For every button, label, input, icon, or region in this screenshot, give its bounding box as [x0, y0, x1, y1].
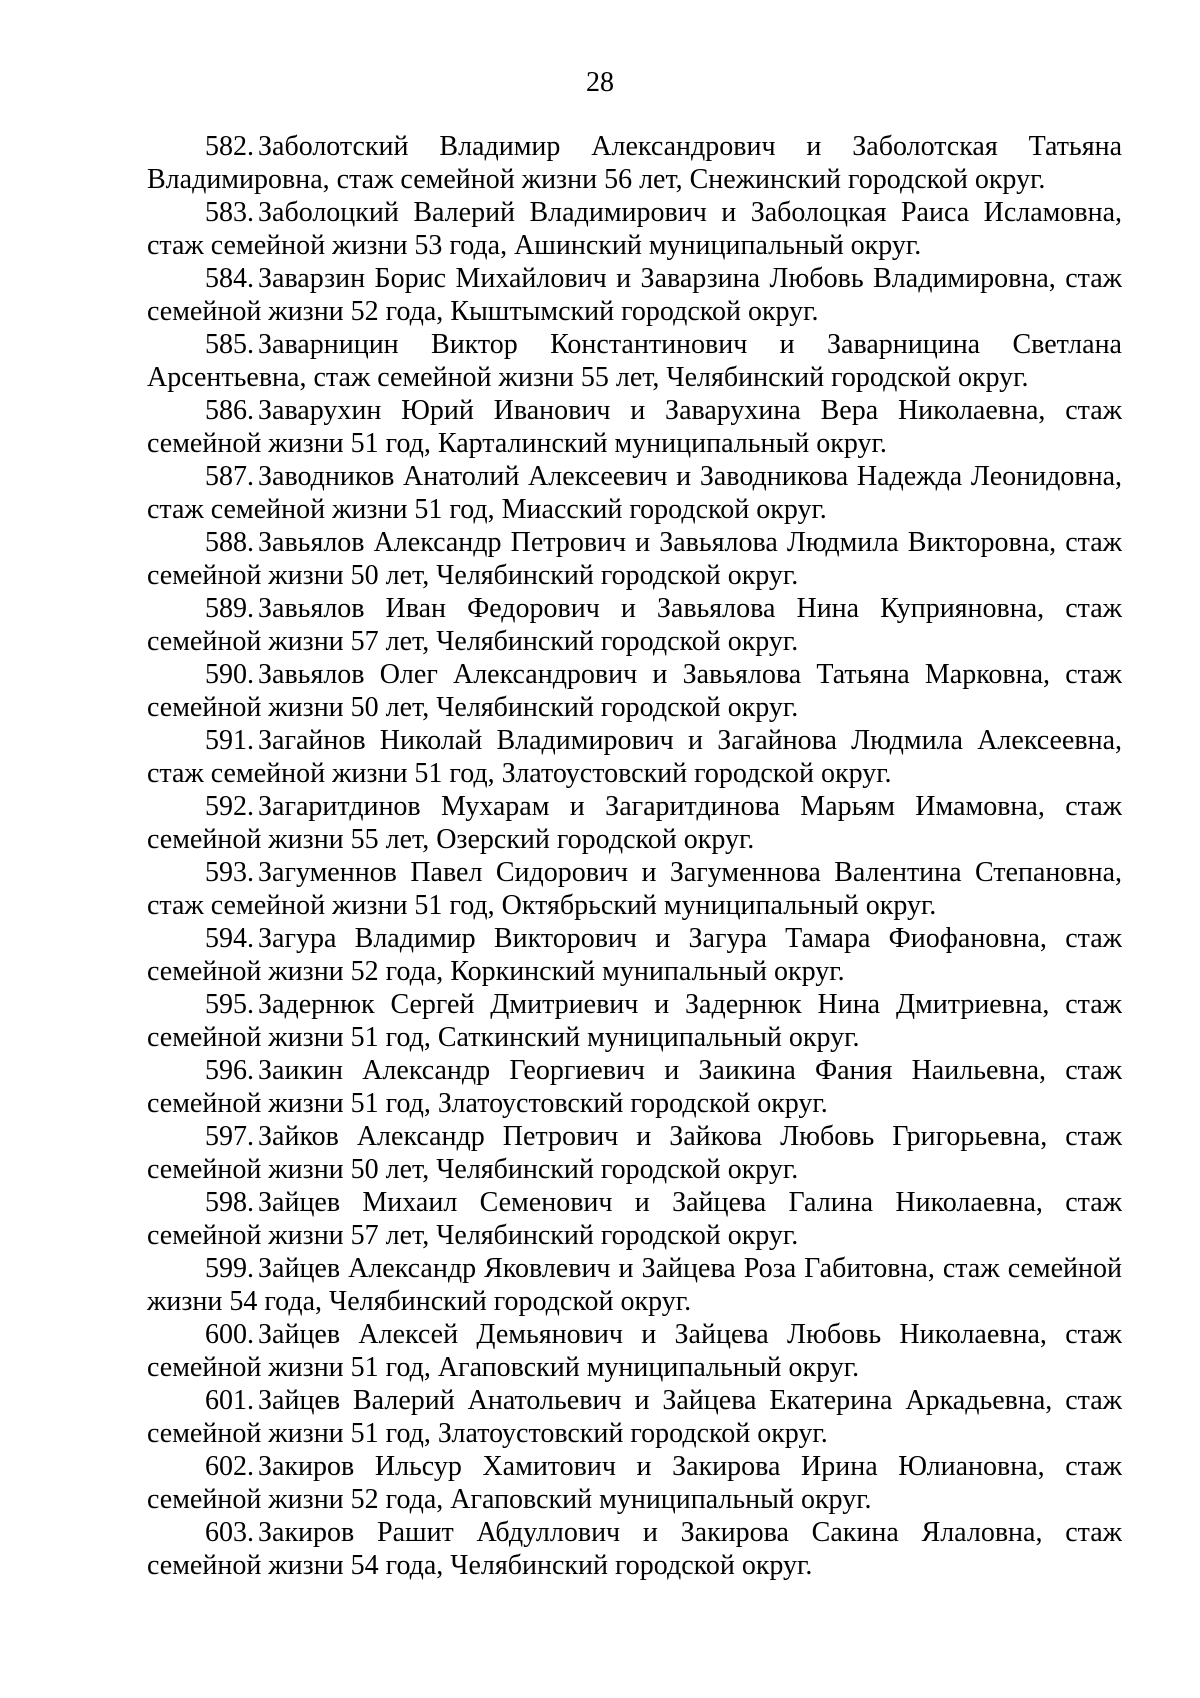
entry-text: Заикин Александр Георгиевич и Заикина Фания Наильевна, стаж семейной жизни 51 год, Златоустовский городской округ. — [147, 1055, 1122, 1119]
entry-number: 595. — [205, 989, 254, 1020]
entry-text: Зайцев Александр Яковлевич и Зайцева Роза Габитовна, стаж семейной жизни 54 года, Челябинский городской округ. — [147, 1253, 1122, 1317]
entry-number: 589. — [205, 593, 254, 624]
entry-text: Зайцев Михаил Семенович и Зайцева Галина Николаевна, стаж семейной жизни 57 лет, Челябинский городской округ. — [147, 1187, 1122, 1251]
entry-text: Зайцев Валерий Анатольевич и Зайцева Екатерина Аркадьевна, стаж семейной жизни 51 год, Златоустовский городской округ. — [147, 1385, 1122, 1449]
list-item — [147, 328, 1122, 394]
entry-text: Завьялов Олег Александрович и Завьялова Татьяна Марковна, стаж семейной жизни 50 лет, Челябинский городской округ. — [147, 659, 1122, 723]
entry-number: 593. — [205, 857, 254, 888]
list-item — [147, 394, 1122, 460]
list-item — [147, 1120, 1122, 1186]
list-item — [147, 988, 1122, 1054]
list-item — [147, 1186, 1122, 1252]
entry-number: 600. — [205, 1319, 254, 1350]
entry-number: 583. — [205, 197, 254, 228]
list-item — [147, 658, 1122, 724]
entry-number: 598. — [205, 1187, 254, 1218]
list-item — [147, 526, 1122, 592]
entry-text: Заварницин Виктор Константинович и Заварницина Светлана Арсентьевна, стаж семейной жизни 55 лет, Челябинский городской округ. — [147, 329, 1122, 393]
list-item — [147, 1252, 1122, 1318]
entry-number: 601. — [205, 1385, 254, 1416]
entry-number: 585. — [205, 329, 254, 360]
entry-number: 586. — [205, 395, 254, 426]
entry-number: 591. — [205, 725, 254, 756]
entry-text: Заболоцкий Валерий Владимирович и Заболоцкая Раиса Исламовна, стаж семейной жизни 53 года, Ашинский муниципальный округ. — [147, 197, 1122, 261]
entry-number: 602. — [205, 1451, 254, 1482]
list-item — [147, 1450, 1122, 1516]
entry-text: Зайцев Алексей Демьянович и Зайцева Любовь Николаевна, стаж семейной жизни 51 год, Агаповский муниципальный округ. — [147, 1319, 1122, 1383]
page-number: 28 — [586, 67, 614, 98]
entry-number: 588. — [205, 527, 254, 558]
list-item — [147, 130, 1122, 196]
entry-text: Заболотский Владимир Александрович и Заболотская Татьяна Владимировна, стаж семейной жизни 56 лет, Снежинский городской округ. — [147, 131, 1122, 195]
list-item — [147, 1054, 1122, 1120]
entry-text: Загуменнов Павел Сидорович и Загуменнова Валентина Степановна, стаж семейной жизни 51 год, Октябрьский муниципальный округ. — [147, 857, 1122, 921]
entry-text: Закиров Ильсур Хамитович и Закирова Ирина Юлиановна, стаж семейной жизни 52 года, Агаповский муниципальный округ. — [147, 1451, 1122, 1515]
entry-list — [147, 130, 1122, 1582]
list-item — [147, 724, 1122, 790]
list-item — [147, 790, 1122, 856]
entry-text: Завьялов Иван Федорович и Завьялова Нина Куприяновна, стаж семейной жизни 57 лет, Челябинский городской округ. — [147, 593, 1122, 657]
entry-text: Загура Владимир Викторович и Загура Тамара Фиофановна, стаж семейной жизни 52 года, Коркинский мунипальный округ. — [147, 923, 1122, 987]
entry-text: Задернюк Сергей Дмитриевич и Задернюк Нина Дмитриевна, стаж семейной жизни 51 год, Саткинский муниципальный округ. — [147, 989, 1122, 1053]
entry-number: 584. — [205, 263, 254, 294]
entry-number: 603. — [205, 1517, 254, 1548]
entry-text: Завьялов Александр Петрович и Завьялова Людмила Викторовна, стаж семейной жизни 50 лет, Челябинский городской округ. — [147, 527, 1122, 591]
entry-number: 592. — [205, 791, 254, 822]
entry-number: 594. — [205, 923, 254, 954]
list-item — [147, 262, 1122, 328]
list-item — [147, 592, 1122, 658]
entry-text: Заводников Анатолий Алексеевич и Заводникова Надежда Леонидовна, стаж семейной жизни 51 год, Миасский городской округ. — [147, 461, 1122, 525]
entry-text: Заварзин Борис Михайлович и Заварзина Любовь Владимировна, стаж семейной жизни 52 года, Кыштымский городской округ. — [147, 263, 1122, 327]
entry-text: Зайков Александр Петрович и Зайкова Любовь Григорьевна, стаж семейной жизни 50 лет, Челябинский городской округ. — [147, 1121, 1122, 1185]
list-item — [147, 1318, 1122, 1384]
entry-number: 590. — [205, 659, 254, 690]
list-item — [147, 1516, 1122, 1582]
list-item — [147, 922, 1122, 988]
entry-number: 597. — [205, 1121, 254, 1152]
entry-text: Загаритдинов Мухарам и Загаритдинова Марьям Имамовна, стаж семейной жизни 55 лет, Озерский городской округ. — [147, 791, 1122, 855]
entry-number: 596. — [205, 1055, 254, 1086]
entry-text: Загайнов Николай Владимирович и Загайнова Людмила Алексеевна, стаж семейной жизни 51 год, Златоустовский городской округ. — [147, 725, 1122, 789]
list-item — [147, 460, 1122, 526]
entry-number: 587. — [205, 461, 254, 492]
entry-number: 599. — [205, 1253, 254, 1284]
list-item — [147, 196, 1122, 262]
entry-text: Закиров Рашит Абдуллович и Закирова Сакина Ялаловна, стаж семейной жизни 54 года, Челябинский городской округ. — [147, 1517, 1122, 1581]
entry-text: Заварухин Юрий Иванович и Заварухина Вера Николаевна, стаж семейной жизни 51 год, Карталинский муниципальный округ. — [147, 395, 1122, 459]
list-item — [147, 856, 1122, 922]
entry-number: 582. — [205, 131, 254, 162]
list-item — [147, 1384, 1122, 1450]
